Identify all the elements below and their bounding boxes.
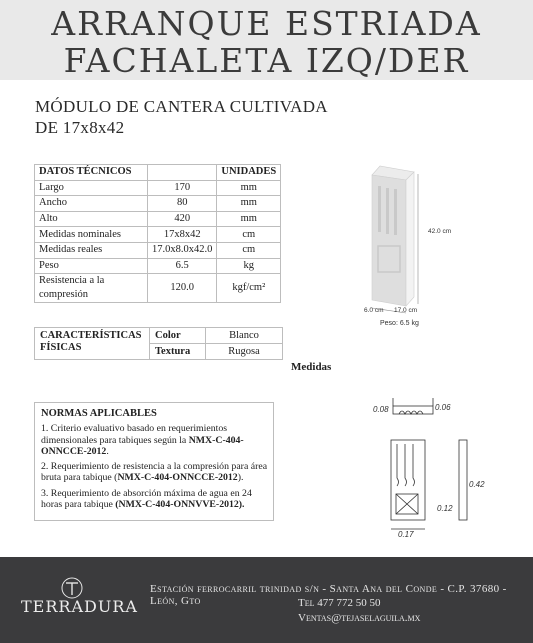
- technical-drawing: [365, 392, 505, 542]
- width-label: 17.0 cm: [394, 307, 418, 314]
- depth-label: 6.0 cm: [364, 307, 384, 314]
- terradura-logo-icon: [61, 577, 83, 599]
- title-line-2: FACHALETA IZQ/DER: [63, 41, 470, 80]
- block-photo: [364, 166, 464, 328]
- table-row: [35, 274, 281, 303]
- row-value: 80: [148, 196, 217, 212]
- brand-name: TERRADURA: [21, 597, 138, 616]
- plan-view-outline: [393, 406, 433, 414]
- row-unit: mm: [217, 180, 281, 196]
- row-label: Peso: [35, 258, 148, 274]
- plan-view-grooves: [399, 411, 423, 414]
- physical-characteristics-table: [34, 327, 283, 360]
- row-unit: cm: [217, 227, 281, 243]
- dim-label-top-left: 0.08: [373, 405, 389, 414]
- block-front-face: [406, 172, 414, 306]
- footer-address: Estación ferrocarril trinidad s/n - Santa Ana del Conde - C.P. 37680 - León, Gto: [150, 583, 507, 607]
- row-value: 170: [148, 180, 217, 196]
- header-datos-tecnicos: DATOS TÉCNICOS: [35, 165, 148, 181]
- dim-label-height: 0.42: [469, 480, 485, 489]
- row-unit: kgf/cm²: [217, 274, 281, 303]
- standard-item-2: 2. Requerimiento de resistencia a la compresión para área bruta para tabique (NMX-C-404-ONNCCE-2012).: [41, 461, 268, 484]
- row-value: 120.0: [148, 274, 217, 303]
- subtitle-line-1: MÓDULO DE CANTERA CULTIVADA: [35, 97, 328, 116]
- product-subtitle: [35, 96, 328, 138]
- block-groove-2: [386, 188, 389, 234]
- table-row: [35, 196, 281, 212]
- table-row: [35, 227, 281, 243]
- row-unit: cm: [217, 242, 281, 258]
- dim-label-inner: 0.12: [437, 504, 453, 513]
- block-groove-3: [394, 189, 397, 235]
- footer-email[interactable]: Ventas@tejaselaguila.mx: [298, 612, 421, 624]
- row-value: 17.0x8.0x42.0: [148, 242, 217, 258]
- weight-label: Peso: 6.5 kg: [380, 320, 419, 327]
- table-row: [35, 328, 283, 344]
- row-value: 420: [148, 211, 217, 227]
- title-line-1: ARRANQUE ESTRIADA: [51, 4, 482, 43]
- row-unit: mm: [217, 211, 281, 227]
- side-view-outline: [459, 440, 467, 520]
- footer-phone: Tel 477 772 50 50: [298, 597, 381, 609]
- texture-value: Rugosa: [206, 344, 283, 360]
- title-band: [0, 0, 533, 80]
- measurements-heading: Medidas: [291, 361, 332, 373]
- footer: [0, 557, 533, 643]
- table-row: [35, 242, 281, 258]
- characteristics-label: CARACTERÍSTICAS FÍSICAS: [35, 328, 150, 360]
- row-label: Ancho: [35, 196, 148, 212]
- texture-label: Textura: [150, 344, 206, 360]
- height-label: 42.0 cm: [428, 228, 452, 235]
- table-row: [35, 258, 281, 274]
- row-label: Resistencia a la compresión: [35, 274, 148, 303]
- subtitle-line-2: DE 17x8x42: [35, 118, 125, 137]
- applicable-standards-box: [34, 402, 274, 521]
- front-flute-2: [405, 444, 407, 486]
- row-label: Alto: [35, 211, 148, 227]
- block-groove-1: [378, 186, 381, 232]
- dim-label-bottom: 0.17: [398, 530, 414, 539]
- row-label: Largo: [35, 180, 148, 196]
- row-value: 17x8x42: [148, 227, 217, 243]
- front-flute-1: [397, 444, 399, 486]
- standard-item-3: 3. Requerimiento de absorción máxima de agua en 24 horas para tabique (NMX-C-404-ONNVVE-2012).: [41, 487, 252, 511]
- standards-heading: NORMAS APLICABLES: [41, 408, 157, 419]
- row-unit: mm: [217, 196, 281, 212]
- table-header-row: [35, 165, 281, 181]
- row-unit: kg: [217, 258, 281, 274]
- table-row: [35, 211, 281, 227]
- row-value: 6.5: [148, 258, 217, 274]
- header-unidades: UNIDADES: [217, 165, 281, 181]
- front-flute-3: [413, 444, 415, 486]
- table-row: [35, 180, 281, 196]
- dim-label-top-right: 0.06: [435, 403, 451, 412]
- standard-item-1: 1. Criterio evaluativo basado en requerimientos dimensionales para tabiques según la NMX-C-404-ONNCCE-2012.: [41, 423, 244, 457]
- row-label: Medidas nominales: [35, 227, 148, 243]
- color-value: Blanco: [206, 328, 283, 344]
- technical-data-table: [34, 164, 281, 303]
- row-label: Medidas reales: [35, 242, 148, 258]
- color-label: Color: [150, 328, 206, 344]
